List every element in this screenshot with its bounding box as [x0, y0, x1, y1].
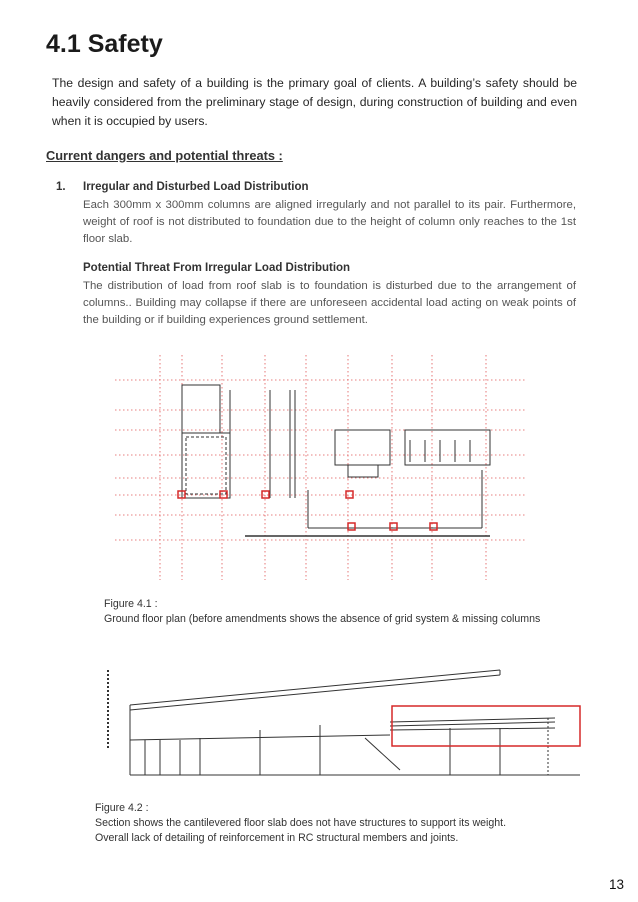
item-text: Each 300mm x 300mm columns are aligned irregularly and not parallel to its pair. Furthermore, weight of roof is not distributed to foundation due to the height of column only reaches to the 1st floor slab.	[83, 199, 576, 245]
intro-paragraph: The design and safety of a building is the primary goal of clients. A building’s safety should be heavily considered from the preliminary stage of design, during construction of building and even when it is occupied by users.	[52, 76, 577, 128]
section-drawing	[100, 660, 590, 780]
cantilever-highlight	[392, 706, 580, 746]
page-title: 4.1 Safety	[46, 30, 163, 58]
figure-label-1: Figure 4.1 :	[104, 598, 158, 610]
threat-text: The distribution of load from roof slab is to foundation is disturbed due to the arrangement of columns.. Building may collapse if there are unforeseen accidental load acting on weak points of the building or if building experiences ground settlement.	[83, 280, 576, 326]
figure-label-2: Figure 4.2 :	[95, 802, 149, 814]
plan-walls	[182, 385, 490, 536]
figure-caption-1	[104, 597, 540, 627]
figure-caption-text-2: Section shows the cantilevered floor slab does not have structures to support its weight.	[95, 817, 507, 829]
floor-plan-drawing	[110, 350, 530, 585]
figure-caption-text-1: Ground floor plan (before amendments shows the absence of grid system & missing columns	[104, 613, 541, 625]
item-number: 1.	[56, 181, 66, 193]
threat-title: Potential Threat From Irregular Load Distribution	[83, 262, 351, 274]
item-title: Irregular and Disturbed Load Distribution	[83, 181, 309, 193]
grid-lines	[115, 355, 525, 580]
figure-caption-2	[95, 801, 506, 846]
figure-caption-text-2b: Overall lack of detailing of reinforcement in RC structural members and joints.	[95, 832, 459, 844]
page-number: 13	[608, 877, 624, 892]
section-subheading: Current dangers and potential threats :	[46, 148, 283, 163]
